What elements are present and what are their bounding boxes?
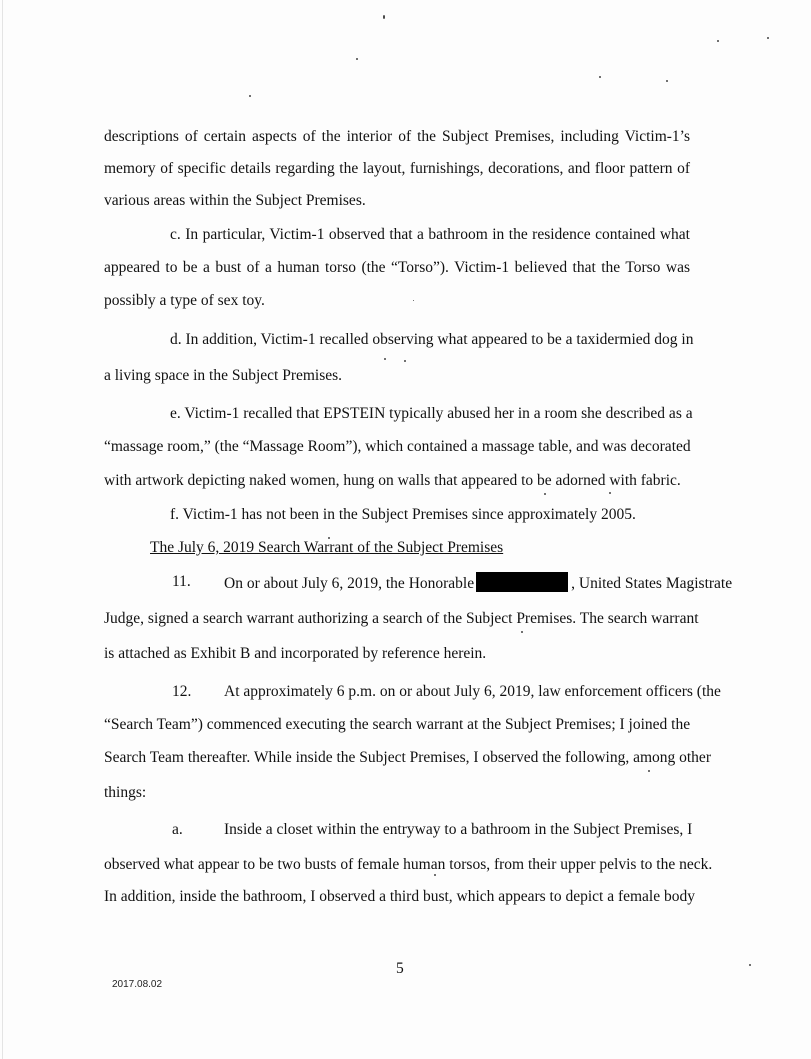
body-line: with artwork depicting naked women, hung on walls that appeared to be adorned with fabric. [104, 472, 681, 489]
body-line: Search Team thereafter. While inside the Subject Premises, I observed the following, among other [104, 749, 711, 766]
scan-speck [717, 40, 719, 42]
section-heading: The July 6, 2019 Search Warrant of the Subject Premises [150, 539, 504, 556]
body-line: In addition, inside the bathroom, I observed a third bust, which appears to depict a female body [104, 888, 695, 905]
body-line: Judge, signed a search warrant authorizing a search of the Subject Premises. The search warrant [104, 610, 699, 627]
body-line: things: [104, 784, 147, 801]
scan-speck [599, 76, 601, 78]
page-number: 5 [396, 960, 404, 977]
body-line: possibly a type of sex toy. [104, 292, 265, 309]
form-code: 2017.08.02 [112, 979, 163, 990]
scan-speck [521, 631, 523, 633]
scan-speck [356, 58, 358, 60]
body-line: is attached as Exhibit B and incorporated by reference herein. [104, 645, 487, 662]
scan-speck [249, 95, 251, 97]
body-line: “massage room,” (the “Massage Room”), which contained a massage table, and was decorated [104, 438, 691, 455]
scan-speck [609, 492, 611, 494]
body-line: a living space in the Subject Premises. [104, 367, 343, 384]
body-line: descriptions of certain aspects of the interior of the Subject Premises, including Victim-1’s [104, 128, 690, 145]
body-line: appeared to be a bust of a human torso (the “Torso”). Victim-1 believed that the Torso was [104, 259, 690, 276]
scan-speck [749, 964, 751, 966]
paragraph-number: 11. [172, 573, 191, 590]
scan-speck [383, 15, 385, 19]
scan-speck [404, 360, 406, 362]
body-line: e. Victim-1 recalled that EPSTEIN typically abused her in a room she described as a [170, 405, 693, 422]
body-line: f. Victim-1 has not been in the Subject Premises since approximately 2005. [170, 506, 636, 523]
body-line: Inside a closet within the entryway to a bathroom in the Subject Premises, I [224, 821, 693, 838]
scan-speck [413, 300, 414, 301]
scan-edge [2, 0, 3, 1059]
paragraph-number: 12. [172, 683, 192, 700]
body-text: , United States Magistrate [571, 575, 733, 592]
body-line: memory of specific details regarding the layout, furnishings, decorations, and floor pattern of [104, 160, 690, 177]
scan-speck [767, 37, 769, 39]
body-text: On or about July 6, 2019, the Honorable [224, 575, 475, 592]
body-line: d. In addition, Victim-1 recalled observing what appeared to be a taxidermied dog in [170, 331, 694, 348]
scan-speck [384, 358, 386, 360]
scan-speck [328, 537, 330, 539]
body-line: c. In particular, Victim-1 observed that a bathroom in the residence contained what [170, 226, 690, 243]
body-line: At approximately 6 p.m. on or about July 6, 2019, law enforcement officers (the [224, 683, 721, 700]
redaction-block [476, 572, 568, 592]
scan-speck [544, 493, 546, 495]
paragraph-letter: a. [172, 821, 183, 838]
body-line [224, 572, 733, 594]
body-line: various areas within the Subject Premises. [104, 192, 366, 209]
body-line: observed what appear to be two busts of female human torsos, from their upper pelvis to the neck. [104, 856, 713, 873]
scan-speck [434, 874, 436, 876]
scan-speck [666, 80, 668, 82]
body-line: “Search Team”) commenced executing the search warrant at the Subject Premises; I joined the [104, 716, 691, 733]
scan-speck [648, 770, 650, 772]
